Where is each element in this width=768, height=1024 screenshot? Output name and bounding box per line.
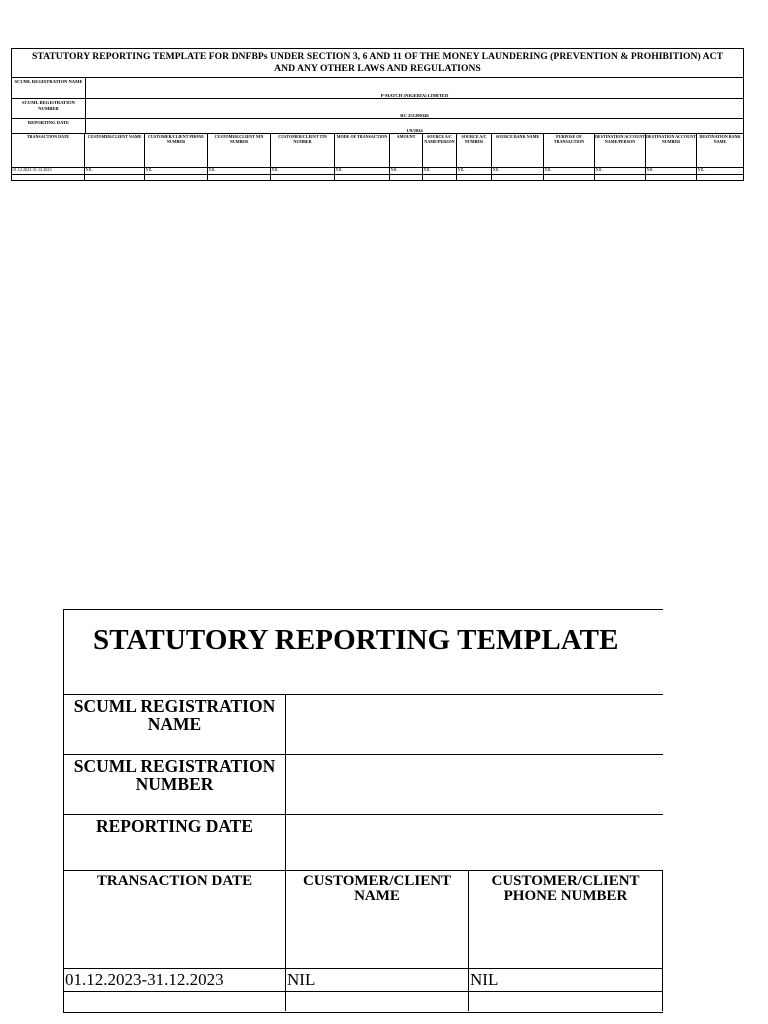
table-row — [12, 168, 743, 175]
col-header: SOURCE BANK NAME — [492, 134, 544, 167]
col-header: SOURCE A/C NAME/PERSON — [423, 134, 457, 167]
reporting-date-row — [12, 119, 743, 134]
zoom-registration-number-row — [64, 755, 663, 815]
table-cell: NIL — [85, 168, 145, 174]
reporting-date-value: 1/9/2024 — [406, 128, 423, 133]
zoom-col-header: CUSTOMER/CLIENT PHONE NUMBER — [469, 871, 663, 968]
zoom-table-row — [64, 969, 663, 992]
table-cell: NIL — [697, 167, 705, 172]
table-cell: NIL — [145, 168, 208, 174]
zoom-reporting-date-label: REPORTING DATE — [64, 815, 286, 870]
col-header: CUSTOMER/CLIENT TIN NUMBER — [271, 134, 335, 167]
registration-number-row — [12, 99, 743, 119]
reporting-date-label: REPORTING DATE — [12, 119, 86, 133]
col-header: CUSTOMER/CLIENT NIN NUMBER — [208, 134, 271, 167]
zoom-registration-number-label: SCUML REGISTRATION NUMBER — [64, 755, 286, 814]
registration-number-value: RC 251200346 — [400, 113, 429, 118]
table-cell: NIL — [595, 168, 646, 174]
table-empty-row — [12, 175, 743, 181]
table-cell: NIL — [271, 168, 335, 174]
table-cell: NIL — [390, 168, 423, 174]
zoom-title: STATUTORY REPORTING TEMPLATE — [64, 610, 663, 695]
zoomed-template-detail — [63, 609, 663, 1013]
registration-name-label: SCUML REGISTRATION NAME — [12, 78, 86, 98]
table-cell: NIL — [335, 168, 390, 174]
zoom-reporting-date-row — [64, 815, 663, 871]
table-cell: NIL — [457, 168, 492, 174]
col-header: DESTINATION ACCOUNT NAME/PERSON — [595, 134, 646, 167]
col-header: CUSTOMER/CLIENT PHONE NUMBER — [145, 134, 208, 167]
zoom-table-cell: NIL — [469, 969, 663, 991]
col-header: DESTINATION ACCOUNT NUMBER — [646, 134, 697, 167]
zoom-table-header-row — [64, 871, 663, 969]
zoom-col-header: TRANSACTION DATE — [64, 871, 286, 968]
col-header: CUSTOMER/CLIENT NAME — [85, 134, 145, 167]
table-cell: NIL — [492, 168, 544, 174]
col-header: DESTINATION BANK NAME — [699, 134, 741, 144]
table-cell: NIL — [423, 168, 457, 174]
col-header: PURPOSE OF TRANSACTION — [544, 134, 595, 167]
table-cell: NIL — [208, 168, 271, 174]
registration-name-value: P-MATCH (NIGERIA) LIMITED — [380, 93, 449, 98]
reporting-template-sheet — [11, 48, 744, 181]
template-title: STATUTORY REPORTING TEMPLATE FOR DNFBPs UNDER SECTION 3, 6 AND 11 OF THE MONEY LAUNDERING (PREVENTION & PROHIBITION) ACT AND ANY OTHER LAWS AND REGULATIONS — [12, 49, 743, 78]
zoom-table-cell: 01.12.2023-31.12.2023 — [64, 969, 286, 991]
table-cell: NIL — [646, 168, 697, 174]
col-header: SOURCE A/C NUMBER — [457, 134, 492, 167]
registration-name-row — [12, 78, 743, 99]
table-cell: 01.12.2023-31.12.2023 — [12, 168, 85, 174]
registration-number-label: SCUML REGISTRATION NUMBER — [12, 99, 86, 118]
table-cell: NIL — [544, 168, 595, 174]
zoom-registration-name-label: SCUML REGISTRATION NAME — [64, 695, 286, 754]
table-header-row — [12, 134, 743, 168]
col-header: AMOUNT — [390, 134, 423, 167]
zoom-table-empty-row — [64, 992, 663, 1011]
zoom-table-cell: NIL — [286, 969, 469, 991]
zoom-col-header: CUSTOMER/CLIENT NAME — [286, 871, 469, 968]
zoom-registration-name-row — [64, 695, 663, 755]
col-header: TRANSACTION DATE — [12, 134, 85, 167]
col-header: MODE OF TRANSACTION — [335, 134, 390, 167]
